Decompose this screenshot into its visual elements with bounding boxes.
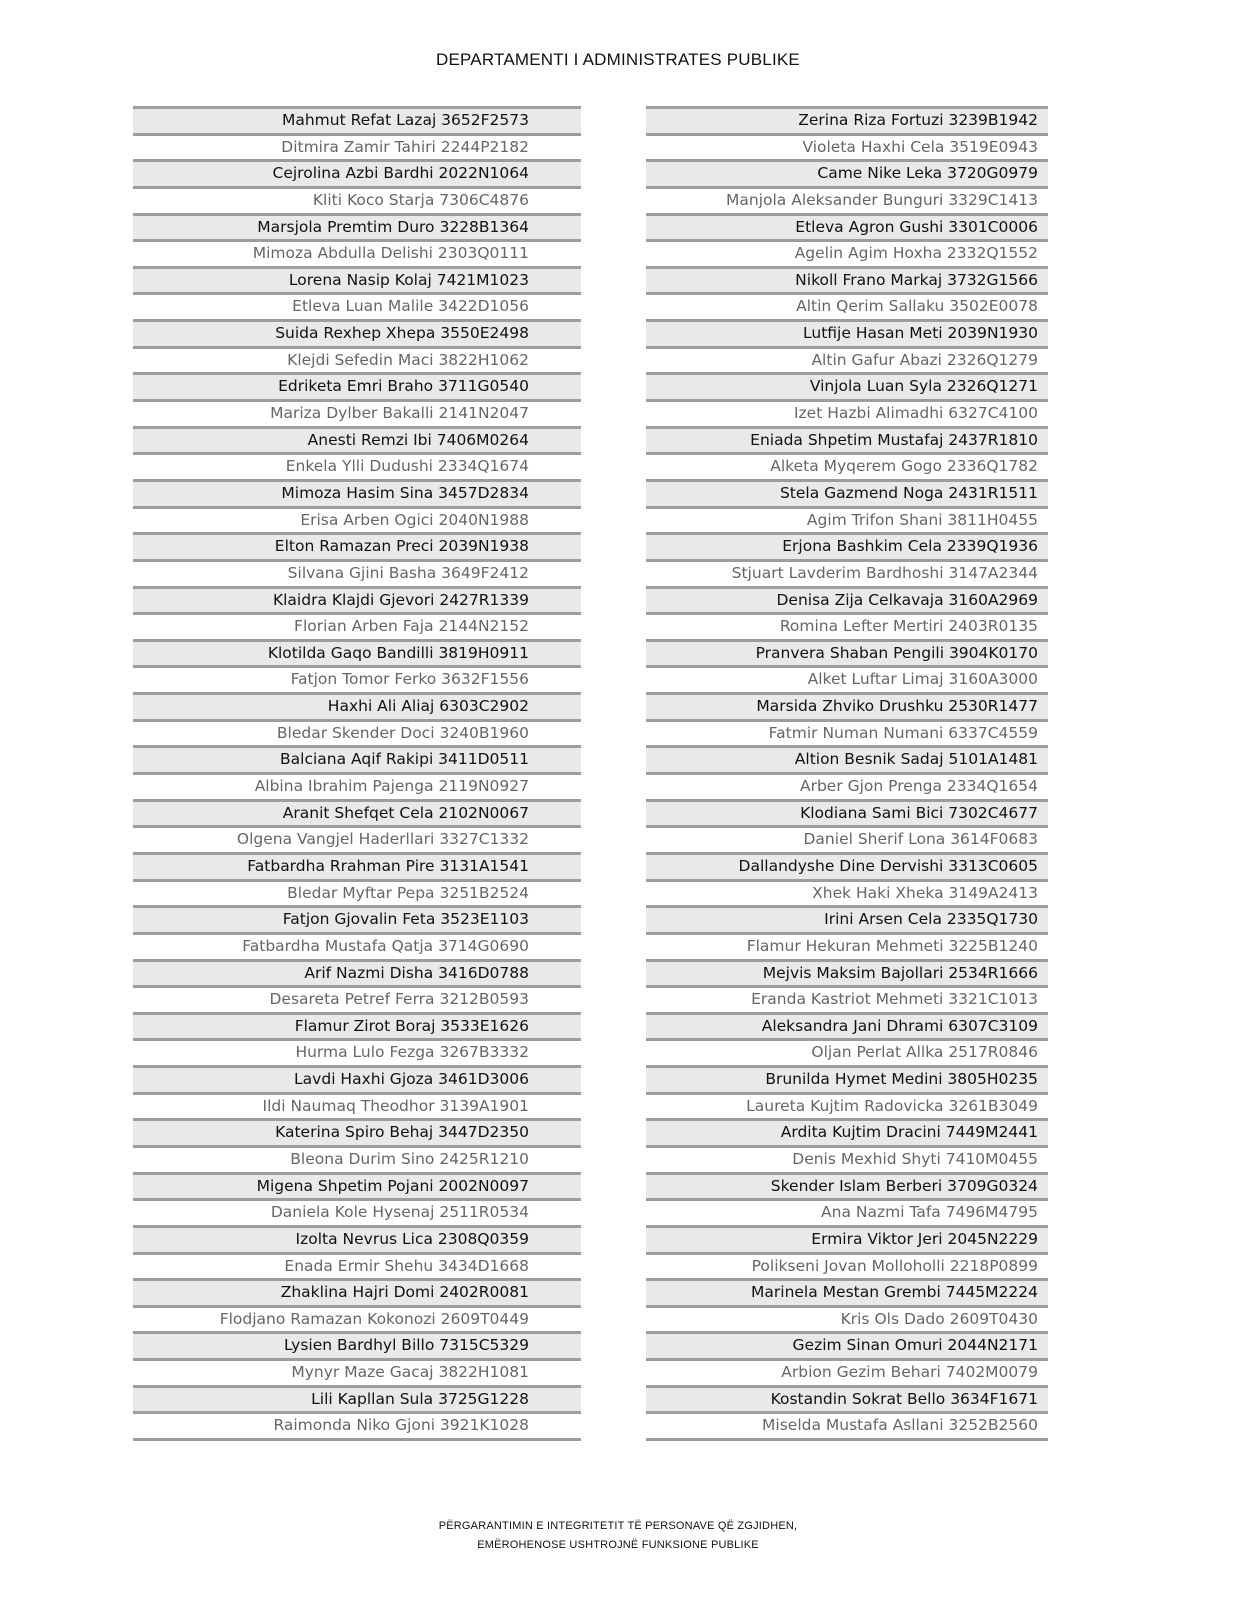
- list-item: Erisa Arben Ogici 2040N1988: [133, 506, 581, 533]
- list-item: Nikoll Frano Markaj 3732G1566: [646, 266, 1048, 293]
- list-item: Daniel Sherif Lona 3614F0683: [646, 825, 1048, 852]
- list-item: Denis Mexhid Shyti 7410M0455: [646, 1145, 1048, 1172]
- list-item: Suida Rexhep Xhepa 3550E2498: [133, 319, 581, 346]
- footer-line-1: PËRGARANTIMIN E INTEGRITETIT TË PERSONAVE QË ZGJIDHEN,: [438, 1520, 798, 1532]
- list-item: Flamur Zirot Boraj 3533E1626: [133, 1012, 581, 1039]
- list-item: Marsjola Premtim Duro 3228B1364: [133, 213, 581, 240]
- list-item: Alketa Myqerem Gogo 2336Q1782: [646, 452, 1048, 479]
- list-item: Ermira Viktor Jeri 2045N2229: [646, 1225, 1048, 1252]
- list-item: Stela Gazmend Noga 2431R1511: [646, 479, 1048, 506]
- list-item: Marsida Zhviko Drushku 2530R1477: [646, 692, 1048, 719]
- list-item: Altin Qerim Sallaku 3502E0078: [646, 292, 1048, 319]
- list-item: Kostandin Sokrat Bello 3634F1671: [646, 1385, 1048, 1412]
- left-name-list: [133, 106, 581, 1441]
- list-item: Bledar Skender Doci 3240B1960: [133, 719, 581, 746]
- list-item: Anesti Remzi Ibi 7406M0264: [133, 426, 581, 453]
- list-item: Mahmut Refat Lazaj 3652F2573: [133, 106, 581, 133]
- list-item: Cejrolina Azbi Bardhi 2022N1064: [133, 159, 581, 186]
- page-footer: [0, 1517, 1236, 1555]
- list-item: Manjola Aleksander Bunguri 3329C1413: [646, 186, 1048, 213]
- list-item: Enkela Ylli Dudushi 2334Q1674: [133, 452, 581, 479]
- list-item: Bleona Durim Sino 2425R1210: [133, 1145, 581, 1172]
- list-item: Erjona Bashkim Cela 2339Q1936: [646, 532, 1048, 559]
- list-item: Olgena Vangjel Haderllari 3327C1332: [133, 825, 581, 852]
- list-item: Flamur Hekuran Mehmeti 3225B1240: [646, 932, 1048, 959]
- page-title: DEPARTAMENTI I ADMINISTRATES PUBLIKE: [436, 50, 800, 69]
- list-item: Florian Arben Faja 2144N2152: [133, 612, 581, 639]
- list-item: Edriketa Emri Braho 3711G0540: [133, 372, 581, 399]
- list-item: Aleksandra Jani Dhrami 6307C3109: [646, 1012, 1048, 1039]
- list-item: Irini Arsen Cela 2335Q1730: [646, 905, 1048, 932]
- list-item: Enada Ermir Shehu 3434D1668: [133, 1252, 581, 1279]
- list-item: Arbion Gezim Behari 7402M0079: [646, 1358, 1048, 1385]
- list-item: Zhaklina Hajri Domi 2402R0081: [133, 1278, 581, 1305]
- list-item: Polikseni Jovan Molloholli 2218P0899: [646, 1252, 1048, 1279]
- list-item: Flodjano Ramazan Kokonozi 2609T0449: [133, 1305, 581, 1332]
- list-item: Izet Hazbi Alimadhi 6327C4100: [646, 399, 1048, 426]
- list-item: Katerina Spiro Behaj 3447D2350: [133, 1118, 581, 1145]
- list-item: Haxhi Ali Aliaj 6303C2902: [133, 692, 581, 719]
- list-item: Lutfije Hasan Meti 2039N1930: [646, 319, 1048, 346]
- list-item: Mejvis Maksim Bajollari 2534R1666: [646, 959, 1048, 986]
- list-item: Miselda Mustafa Asllani 3252B2560: [646, 1411, 1048, 1438]
- list-item: Lysien Bardhyl Billo 7315C5329: [133, 1331, 581, 1358]
- list-item: Fatjon Tomor Ferko 3632F1556: [133, 665, 581, 692]
- list-item: Eniada Shpetim Mustafaj 2437R1810: [646, 426, 1048, 453]
- list-item: Ildi Naumaq Theodhor 3139A1901: [133, 1092, 581, 1119]
- list-item: Violeta Haxhi Cela 3519E0943: [646, 133, 1048, 160]
- right-name-list: [646, 106, 1048, 1441]
- list-end-rule: [646, 1438, 1048, 1441]
- list-item: Mimoza Abdulla Delishi 2303Q0111: [133, 239, 581, 266]
- list-item: Lili Kapllan Sula 3725G1228: [133, 1385, 581, 1412]
- list-item: Elton Ramazan Preci 2039N1938: [133, 532, 581, 559]
- list-item: Aranit Shefqet Cela 2102N0067: [133, 799, 581, 826]
- list-item: Fatmir Numan Numani 6337C4559: [646, 719, 1048, 746]
- list-item: Lorena Nasip Kolaj 7421M1023: [133, 266, 581, 293]
- list-item: Romina Lefter Mertiri 2403R0135: [646, 612, 1048, 639]
- list-item: Laureta Kujtim Radovicka 3261B3049: [646, 1092, 1048, 1119]
- list-item: Ardita Kujtim Dracini 7449M2441: [646, 1118, 1048, 1145]
- list-item: Fatbardha Mustafa Qatja 3714G0690: [133, 932, 581, 959]
- list-item: Kris Ols Dado 2609T0430: [646, 1305, 1048, 1332]
- list-item: Desareta Petref Ferra 3212B0593: [133, 985, 581, 1012]
- list-item: Etleva Luan Malile 3422D1056: [133, 292, 581, 319]
- list-item: Xhek Haki Xheka 3149A2413: [646, 879, 1048, 906]
- list-item: Zerina Riza Fortuzi 3239B1942: [646, 106, 1048, 133]
- list-item: Alket Luftar Limaj 3160A3000: [646, 665, 1048, 692]
- list-item: Ana Nazmi Tafa 7496M4795: [646, 1198, 1048, 1225]
- list-item: Raimonda Niko Gjoni 3921K1028: [133, 1411, 581, 1438]
- list-item: Hurma Lulo Fezga 3267B3332: [133, 1038, 581, 1065]
- list-item: Daniela Kole Hysenaj 2511R0534: [133, 1198, 581, 1225]
- list-item: Came Nike Leka 3720G0979: [646, 159, 1048, 186]
- list-item: Arif Nazmi Disha 3416D0788: [133, 959, 581, 986]
- list-item: Balciana Aqif Rakipi 3411D0511: [133, 745, 581, 772]
- list-item: Skender Islam Berberi 3709G0324: [646, 1172, 1048, 1199]
- footer-line-2: EMËROHENOSE USHTROJNË FUNKSIONE PUBLIKE: [477, 1539, 759, 1551]
- list-item: Vinjola Luan Syla 2326Q1271: [646, 372, 1048, 399]
- list-item: Izolta Nevrus Lica 2308Q0359: [133, 1225, 581, 1252]
- list-item: Pranvera Shaban Pengili 3904K0170: [646, 639, 1048, 666]
- list-item: Klaidra Klajdi Gjevori 2427R1339: [133, 586, 581, 613]
- list-item: Altin Gafur Abazi 2326Q1279: [646, 346, 1048, 373]
- list-item: Fatbardha Rrahman Pire 3131A1541: [133, 852, 581, 879]
- list-item: Arber Gjon Prenga 2334Q1654: [646, 772, 1048, 799]
- list-item: Mynyr Maze Gacaj 3822H1081: [133, 1358, 581, 1385]
- list-item: Denisa Zija Celkavaja 3160A2969: [646, 586, 1048, 613]
- list-item: Klotilda Gaqo Bandilli 3819H0911: [133, 639, 581, 666]
- list-item: Migena Shpetim Pojani 2002N0097: [133, 1172, 581, 1199]
- list-item: Gezim Sinan Omuri 2044N2171: [646, 1331, 1048, 1358]
- list-item: Fatjon Gjovalin Feta 3523E1103: [133, 905, 581, 932]
- list-item: Albina Ibrahim Pajenga 2119N0927: [133, 772, 581, 799]
- list-item: Dallandyshe Dine Dervishi 3313C0605: [646, 852, 1048, 879]
- list-item: Agelin Agim Hoxha 2332Q1552: [646, 239, 1048, 266]
- list-item: Eranda Kastriot Mehmeti 3321C1013: [646, 985, 1048, 1012]
- list-end-rule: [133, 1438, 581, 1441]
- list-item: Lavdi Haxhi Gjoza 3461D3006: [133, 1065, 581, 1092]
- list-item: Klodiana Sami Bici 7302C4677: [646, 799, 1048, 826]
- list-item: Bledar Myftar Pepa 3251B2524: [133, 879, 581, 906]
- list-item: Marinela Mestan Grembi 7445M2224: [646, 1278, 1048, 1305]
- list-item: Etleva Agron Gushi 3301C0006: [646, 213, 1048, 240]
- list-item: Silvana Gjini Basha 3649F2412: [133, 559, 581, 586]
- list-item: Brunilda Hymet Medini 3805H0235: [646, 1065, 1048, 1092]
- list-item: Ditmira Zamir Tahiri 2244P2182: [133, 133, 581, 160]
- list-item: Agim Trifon Shani 3811H0455: [646, 506, 1048, 533]
- list-item: Kliti Koco Starja 7306C4876: [133, 186, 581, 213]
- list-item: Altion Besnik Sadaj 5101A1481: [646, 745, 1048, 772]
- list-item: Mimoza Hasim Sina 3457D2834: [133, 479, 581, 506]
- list-item: Oljan Perlat Allka 2517R0846: [646, 1038, 1048, 1065]
- list-item: Klejdi Sefedin Maci 3822H1062: [133, 346, 581, 373]
- list-item: Mariza Dylber Bakalli 2141N2047: [133, 399, 581, 426]
- list-item: Stjuart Lavderim Bardhoshi 3147A2344: [646, 559, 1048, 586]
